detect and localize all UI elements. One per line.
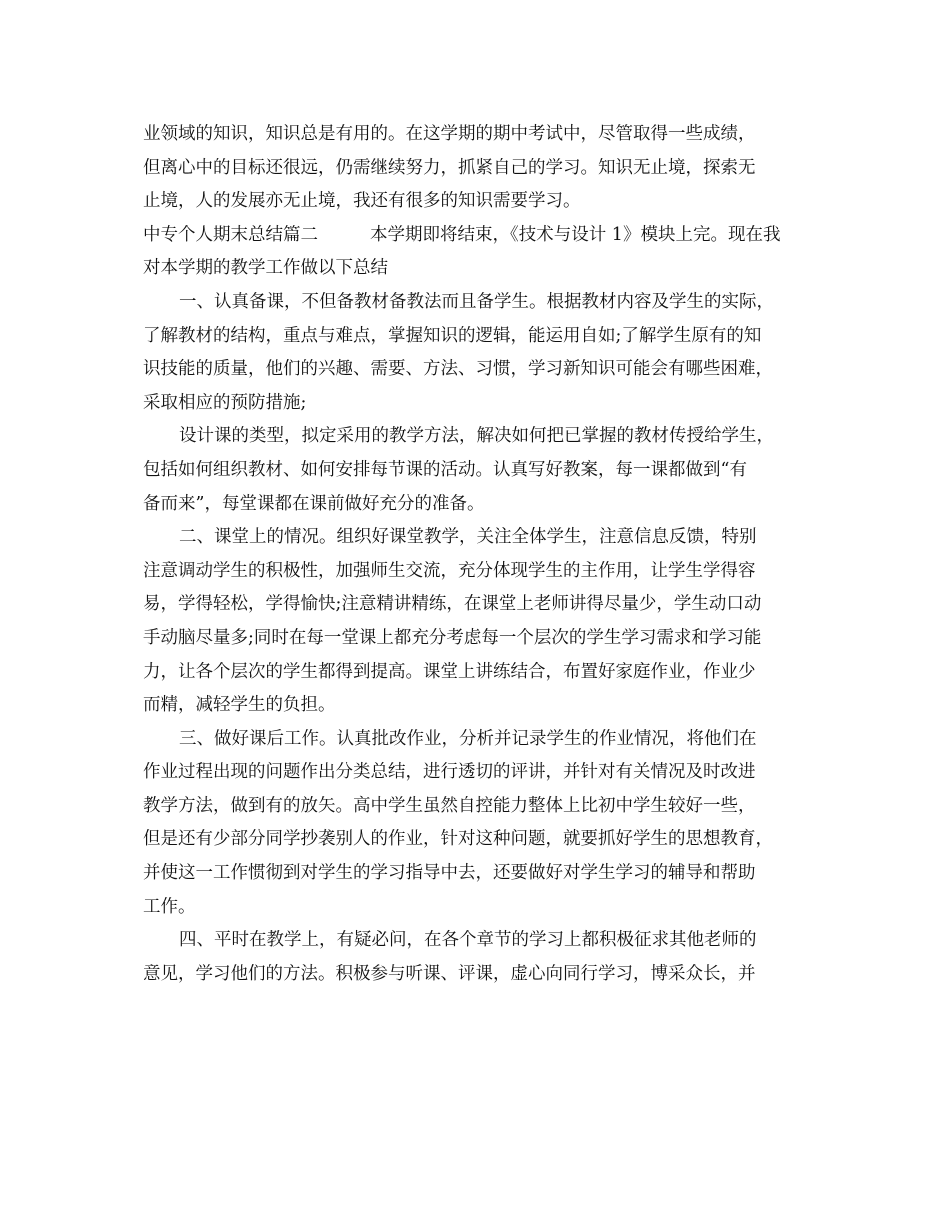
text-line: 注意调动学生的积极性，加强师生交流，充分体现学生的主作用，让学生学得容	[143, 560, 756, 581]
text-line: 作业过程出现的问题作出分类总结，进行透切的评讲，并针对有关情况及时改进	[143, 762, 756, 783]
section-intro: 本学期即将结束，《技术与设计 1》模块上完。现在我	[370, 224, 781, 245]
text-line: 了解教材的结构，重点与难点，掌握知识的逻辑，能运用自如;了解学生原有的知	[143, 325, 762, 346]
paragraph-start-line: 一、认真备课，不但备教材备教法而且备学生。根据教材内容及学生的实际，	[179, 291, 774, 312]
text-line: 备而来”，每堂课都在课前做好充分的准备。	[143, 493, 485, 514]
paragraph-start-line: 二、课堂上的情况。组织好课堂教学，关注全体学生，注意信息反馈，特别	[179, 527, 757, 548]
text-line: 采取相应的预防措施;	[143, 392, 307, 413]
text-line: 但离心中的目标还很远，仍需继续努力，抓紧自己的学习。知识无止境，探索无	[143, 157, 756, 178]
paragraph-start-line: 三、做好课后工作。认真批改作业，分析并记录学生的作业情况，将他们在	[179, 728, 757, 749]
text-line: 但是还有少部分同学抄袭别人的作业，针对这种问题，就要抓好学生的思想教育，	[143, 829, 773, 850]
text-line: 止境，人的发展亦无止境，我还有很多的知识需要学习。	[143, 191, 581, 212]
section-heading-line	[143, 219, 811, 253]
text-line: 易，学得轻松，学得愉快;注意精讲精练，在课堂上老师讲得尽量少，学生动口动	[143, 594, 762, 615]
text-line: 教学方法，做到有的放矢。高中学生虽然自控能力整体上比初中学生较好一些，	[143, 795, 756, 816]
document-body	[143, 118, 811, 991]
text-line: 工作。	[143, 896, 196, 917]
text-line: 手动脑尽量多;同时在每一堂课上都充分考虑每一个层次的学生学习需求和学习能	[143, 627, 762, 648]
section-heading: 中专个人期末总结篇二	[143, 224, 318, 245]
paragraph-start-line: 四、平时在教学上，有疑必问，在各个章节的学习上都积极征求其他老师的	[179, 930, 757, 951]
text-line: 业领域的知识，知识总是有用的。在这学期的期中考试中，尽管取得一些成绩，	[143, 124, 756, 144]
text-line: 包括如何组织教材、如何安排每节课的活动。认真写好教案，每一课都做到“有	[143, 459, 747, 480]
paragraph-start-line: 设计课的类型，拟定采用的教学方法，解决如何把已掌握的教材传授给学生，	[179, 426, 774, 447]
text-line: 识技能的质量，他们的兴趣、需要、方法、习惯，学习新知识可能会有哪些困难，	[143, 359, 773, 380]
text-line: 而精，减轻学生的负担。	[143, 695, 336, 716]
text-line: 意见，学习他们的方法。积极参与听课、评课，虚心向同行学习，博采众长，并	[143, 963, 756, 984]
text-line: 对本学期的教学工作做以下总结	[143, 258, 388, 279]
text-line: 力，让各个层次的学生都得到提高。课堂上讲练结合，布置好家庭作业，作业少	[143, 661, 756, 682]
text-line: 并使这一工作惯彻到对学生的学习指导中去，还要做好对学生学习的辅导和帮助	[143, 863, 756, 884]
